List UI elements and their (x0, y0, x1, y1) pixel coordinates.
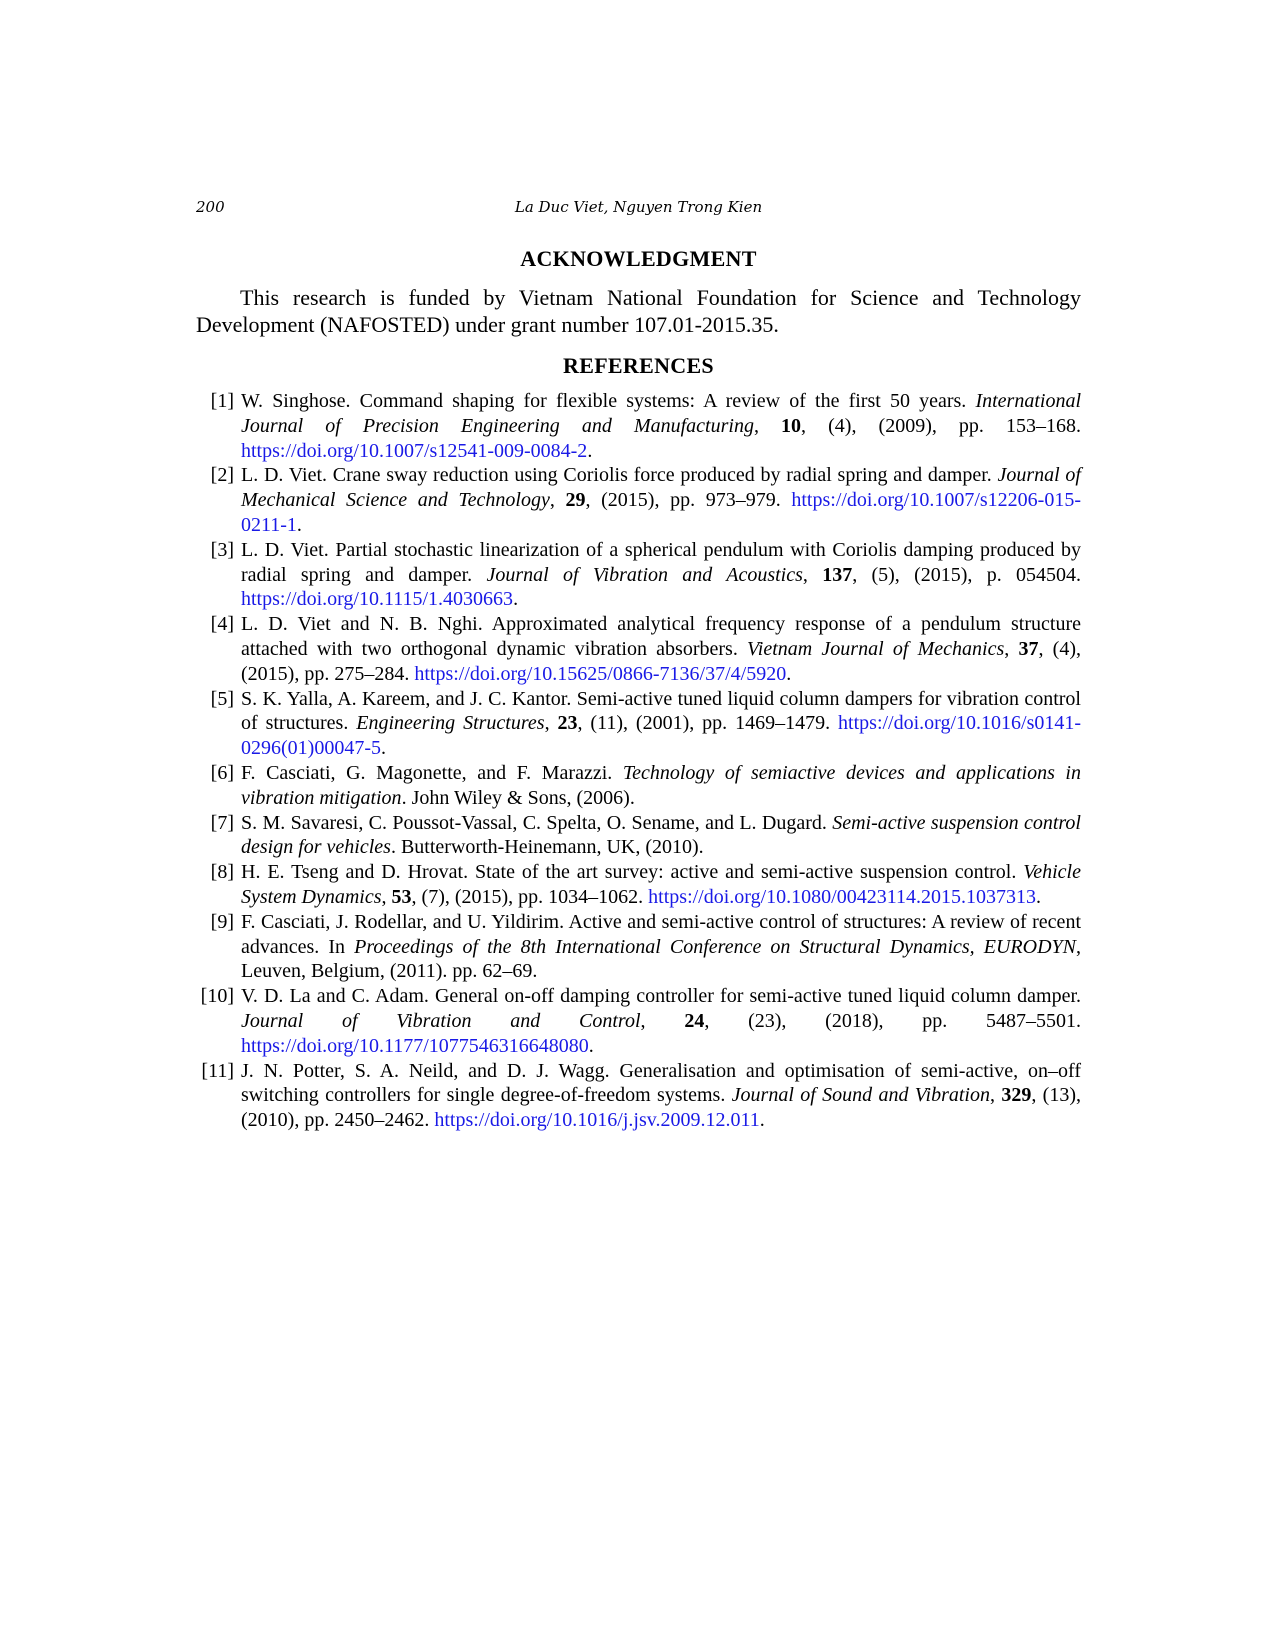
reference-venue: Technology of semiactive devices and applications in vibration mitigation (241, 761, 1081, 809)
reference-list (196, 389, 1081, 1133)
reference-details: , Leuven, Belgium, (2011). pp. 62–69. (241, 935, 1081, 983)
reference-venue: Journal of Sound and Vibration (731, 1084, 990, 1107)
reference-doi-link[interactable]: https://doi.org/10.1177/1077546316648080 (241, 1034, 589, 1057)
reference-details: , (4), (2015), pp. 275–284. (241, 637, 1082, 685)
reference-details: , (7), (2015), pp. 1034–1062. (411, 885, 649, 908)
reference-number: [11] (201, 1059, 234, 1082)
reference-item (196, 761, 1081, 811)
reference-venue: Proceedings of the 8th International Conference on Structural Dynamics, EURODYN (354, 935, 1076, 958)
reference-item: [8] H. E. Tseng and D. Hrovat. State of the art survey: active and semi-active suspension control. Vehicle System Dynamics, 53, (7), (2015), pp. 1034–1062. https://doi.org/10.1080/00423114.2015.1037313. (196, 860, 1081, 910)
reference-authors-title: S. K. Yalla, A. Kareem, and J. C. Kantor. Semi-active tuned liquid column dampers for vibration control of structures. (241, 687, 1081, 735)
reference-number: [4] (210, 613, 234, 636)
reference-details: , (2015), pp. 973–979. (585, 489, 792, 512)
reference-doi-link[interactable]: https://doi.org/10.1007/s12541-009-0084-2 (241, 439, 588, 462)
reference-number: [5] (210, 687, 234, 710)
reference-venue: Journal of Mechanical Science and Technology (241, 464, 1081, 512)
reference-number: [8] (210, 861, 234, 884)
reference-doi-link[interactable]: https://doi.org/10.1016/j.jsv.2009.12.011 (434, 1109, 760, 1132)
reference-number: [6] (210, 761, 234, 784)
reference-authors-title: L. D. Viet and N. B. Nghi. Approximated analytical frequency response of a pendulum structure attached with two orthogonal dynamic vibration absorbers. (241, 613, 1081, 660)
reference-doi-link[interactable]: https://doi.org/10.15625/0866-7136/37/4/5920 (414, 662, 787, 685)
reference-authors-title: W. Singhose. Command shaping for flexible systems: A review of the first 50 years. (241, 390, 976, 412)
reference-venue: Vietnam Journal of Mechanics (747, 637, 1005, 660)
reference-venue: Vehicle System Dynamics (241, 861, 1081, 908)
reference-authors-title: V. D. La and C. Adam. General on-off damping controller for semi-active tuned liquid column damper. (241, 985, 1081, 1008)
reference-details: , (13), (2010), pp. 2450–2462. (241, 1084, 1082, 1132)
reference-number: [10] (200, 985, 234, 1008)
reference-details: , (5), (2015), p. 054504. (852, 563, 1082, 586)
reference-authors-title: H. E. Tseng and D. Hrovat. State of the art survey: active and semi-active suspension control. (241, 861, 1024, 884)
reference-authors-title: F. Casciati, G. Magonette, and F. Marazzi. (241, 761, 623, 784)
reference-doi-link[interactable]: https://doi.org/10.1115/1.4030663 (241, 588, 514, 611)
reference-volume: 10 (781, 414, 802, 437)
reference-number: [3] (210, 538, 234, 561)
reference-item: [4] L. D. Viet and N. B. Nghi. Approximated analytical frequency response of a pendulum structure attached with two orthogonal dynamic vibration absorbers. Vietnam Journal of Mechanics, 37, (4), (2015), pp. 275–284. https://doi.org/10.15625/0866-7136/37/4/5920. (196, 612, 1081, 686)
reference-volume: 137 (822, 563, 853, 586)
page-content (196, 198, 1081, 1133)
reference-details: , (11), (2001), pp. 1469–1479. (577, 712, 839, 735)
reference-volume: 24 (684, 1009, 705, 1032)
reference-authors-title: S. M. Savaresi, C. Poussot-Vassal, C. Spelta, O. Sename, and L. Dugard. (241, 811, 833, 834)
running-header (196, 198, 1081, 220)
reference-number: [1] (210, 390, 234, 412)
reference-number: [2] (210, 464, 234, 487)
reference-volume: 23 (557, 712, 578, 735)
reference-details: , (4), (2009), pp. 153–168. (801, 414, 1082, 437)
reference-item: [10] V. D. La and C. Adam. General on-off damping controller for semi-active tuned liquid column damper. Journal of Vibration and Control, 24, (23), (2018), pp. 5487–5501. https://doi.org/10.1177/1077546316648080. (196, 984, 1081, 1058)
references-heading: REFERENCES (563, 353, 714, 378)
reference-authors-title: L. D. Viet. Crane sway reduction using Coriolis force produced by radial spring and damper. (241, 464, 998, 487)
reference-authors-title: F. Casciati, J. Rodellar, and U. Yildirim. Active and semi-active control of structures: A review of recent advances. In (241, 910, 1081, 958)
reference-doi-link[interactable]: https://doi.org/10.1016/s0141-0296(01)00047-5 (241, 712, 1082, 760)
reference-details: . Butterworth-Heinemann, UK, (2010). (390, 836, 704, 859)
reference-details: . John Wiley & Sons, (2006). (401, 786, 635, 809)
reference-authors-title: J. N. Potter, S. A. Neild, and D. J. Wagg. Generalisation and optimisation of semi-active, on–off switching controllers for single degree-of-freedom systems. (241, 1059, 1081, 1107)
reference-doi-link[interactable]: https://doi.org/10.1007/s12206-015-0211-1 (241, 489, 1081, 536)
reference-volume: 53 (391, 885, 412, 908)
reference-doi-link[interactable]: https://doi.org/10.1080/00423114.2015.1037313 (648, 885, 1036, 908)
reference-item (196, 811, 1081, 861)
reference-venue: Journal of Vibration and Control (241, 1009, 641, 1032)
reference-authors-title: L. D. Viet. Partial stochastic linearization of a spherical pendulum with Coriolis damping produced by radial spring and damper. (241, 538, 1081, 586)
acknowledgment-text: This research is funded by Vietnam National Foundation for Science and Technology Development (NAFOSTED) under grant number 107.01-2015.35. (196, 285, 1081, 337)
reference-number: [7] (210, 811, 234, 834)
reference-item: [3] L. D. Viet. Partial stochastic linearization of a spherical pendulum with Coriolis damping produced by radial spring and damper. Journal of Vibration and Acoustics, 137, (5), (2015), p. 054504. https://doi.org/10.1115/1.4030663. (196, 538, 1081, 612)
reference-venue: Engineering Structures (356, 712, 545, 735)
reference-item: [11] J. N. Potter, S. A. Neild, and D. J. Wagg. Generalisation and optimisation of semi-active, on–off switching controllers for single degree-of-freedom systems. Journal of Sound and Vibration, 329, (13), (2010), pp. 2450–2462. https://doi.org/10.1016/j.jsv.2009.12.011. (196, 1059, 1081, 1133)
reference-item: [2] L. D. Viet. Crane sway reduction using Coriolis force produced by radial spring and damper. Journal of Mechanical Science and Technology, 29, (2015), pp. 973–979. https://doi.org/10.1007/s12206-015-0211-1. (196, 463, 1081, 537)
reference-details: , (23), (2018), pp. 5487–5501. (704, 1009, 1082, 1032)
page-number: 200 (196, 198, 225, 216)
reference-volume: 29 (565, 489, 586, 512)
acknowledgment-heading: ACKNOWLEDGMENT (520, 246, 757, 271)
reference-item (196, 910, 1081, 984)
reference-venue: Semi-active suspension control design for vehicles (241, 811, 1081, 859)
reference-number: [9] (210, 910, 234, 933)
running-header-authors: La Duc Viet, Nguyen Trong Kien (514, 198, 763, 216)
reference-volume: 37 (1018, 637, 1039, 660)
reference-volume: 329 (1001, 1084, 1032, 1107)
reference-venue: International Journal of Precision Engineering and Manufacturing (241, 390, 1081, 437)
reference-venue: Journal of Vibration and Acoustics (486, 563, 803, 586)
reference-item: [1] W. Singhose. Command shaping for flexible systems: A review of the first 50 years. International Journal of Precision Engineering and Manufacturing, 10, (4), (2009), pp. 153–168. https://doi.org/10.1007/s12541-009-0084-2. (196, 389, 1081, 463)
reference-item: [5] S. K. Yalla, A. Kareem, and J. C. Kantor. Semi-active tuned liquid column dampers for vibration control of structures. Engineering Structures, 23, (11), (2001), pp. 1469–1479. https://doi.org/10.1016/s0141-0296(01)00047-5. (196, 687, 1081, 761)
